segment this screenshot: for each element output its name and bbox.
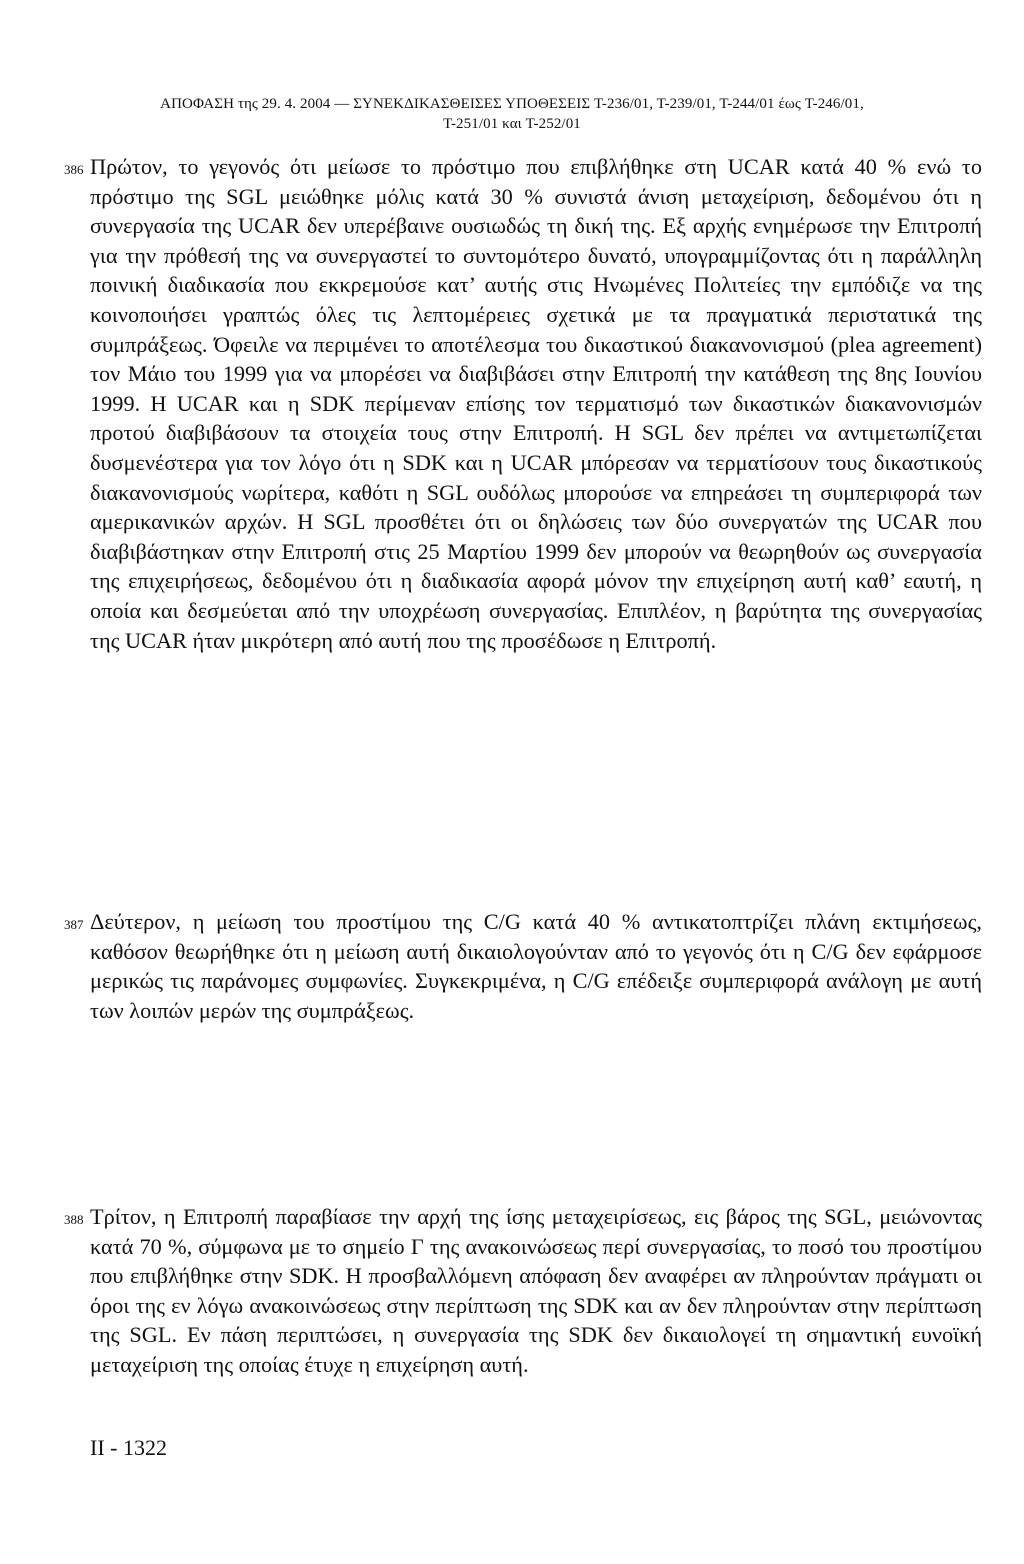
paragraph-text: Πρώτον, το γεγονός ότι μείωσε το πρόστιμο που επιβλήθηκε στη UCAR κατά 40 % ενώ το πρόστιμο της SGL μειώθηκε μόλις κατά 30 % συνιστά άνιση μεταχείριση, δεδομένου ότι η συνεργασία της UCAR δεν υπερέβαινε ουσιωδώς τη δική της. Εξ αρχής ενημέρωσε την Επιτροπή για την πρόθεσή της να συνεργαστεί το συντομότερο δυνατό, υπογραμμίζοντας ότι η παράλληλη ποινική διαδικασία που εκκρεμούσε κατ’ αυτής στις Ηνωμένες Πολιτείες την εμπόδιζε να της κοινοποιήσει γραπτώς όλες τις λεπτομέρειες σχετικά με τα πραγματικά περιστατικά της συμπράξεως. Όφειλε να περιμένει το αποτέλεσμα του δικαστικού διακανονισμού (plea agreement) τον Μάιο του 1999 για να μπορέσει να διαβιβάσει στην Επιτροπή την κατάθεση της 8ης Ιουνίου 1999. Η UCAR και η SDK περίμεναν επίσης τον τερματισμό των δικαστικών διακανονισμών προτού διαβιβάσουν τα στοιχεία τους στην Επιτροπή. Η SGL δεν πρέπει να αντιμετωπίζεται δυσμενέστερα για τον λόγο ότι η SDK και η UCAR μπόρεσαν να τερματίσουν τους δικαστικούς διακανονισμούς νωρίτερα, καθότι η SGL ουδόλως μπορούσε να επηρεάσει τη συμπεριφορά των αμερικανικών αρχών. Η SGL προσθέτει ότι οι δηλώσεις των δύο συνεργατών της UCAR που διαβιβάστηκαν στην Επιτροπή στις 25 Μαρτίου 1999 δεν μπορούν να θεωρηθούν ως συνεργασία της επιχειρήσεως, δεδομένου ότι η διαδικασία αφορά μόνον την επιχείρηση αυτή καθ’ εαυτή, η οποία και δεσμεύεται από την υποχρέωση συνεργασίας. Επιπλέον, η βαρύτητα της συνεργασίας της UCAR ήταν μικρότερη από αυτή που της προσέδωσε η Επιτροπή.: [90, 154, 982, 653]
paragraph-387: [64, 907, 982, 1025]
paragraph-number: 388: [64, 1212, 84, 1227]
paragraph-386: [64, 152, 982, 655]
paragraph-388: [64, 1202, 982, 1380]
paragraph-text: Δεύτερον, η μείωση του προστίμου της C/G κατά 40 % αντικατοπτρίζει πλάνη εκτιμήσεως, καθόσον θεωρήθηκε ότι η μείωση αυτή δικαιολογούνταν από το γεγονός ότι η C/G δεν εφάρμοσε μερικώς τις παράνομες συμφωνίες. Συγκεκριμένα, η C/G επέδειξε συμπεριφορά ανάλογη με αυτή των λοιπών μερών της συμπράξεως.: [90, 909, 982, 1023]
paragraph-text: Τρίτον, η Επιτροπή παραβίασε την αρχή της ίσης μεταχειρίσεως, εις βάρος της SGL, μειώνοντας κατά 70 %, σύμφωνα με το σημείο Γ της ανακοινώσεως περί συνεργασίας, το ποσό του προστίμου που επιβλήθηκε στην SDK. Η προσβαλλόμενη απόφαση δεν αναφέρει αν πληρούνταν πράγματι οι όροι της εν λόγω ανακοινώσεως στην περίπτωση της SDK και αν δεν πληρούνταν στην περίπτωση της SGL. Εν πάση περιπτώσει, η συνεργασία της SDK δεν δικαιολογεί τη σημαντική ευνοϊκή μεταχείριση της οποίας έτυχε η επιχείρηση αυτή.: [90, 1204, 982, 1377]
running-header-line-2: T-251/01 και T-252/01: [443, 116, 581, 132]
paragraph-number: 387: [64, 917, 84, 932]
page-number: II - 1322: [90, 1435, 167, 1460]
paragraph-number: 386: [64, 162, 84, 177]
running-header: [0, 94, 1024, 134]
running-header-line-1: ΑΠΟΦΑΣΗ της 29. 4. 2004 — ΣΥΝΕΚΔΙΚΑΣΘΕΙΣΕΣ ΥΠΟΘΕΣΕΙΣ T-236/01, T-239/01, T-244/01 έως T-246/01,: [160, 96, 864, 112]
